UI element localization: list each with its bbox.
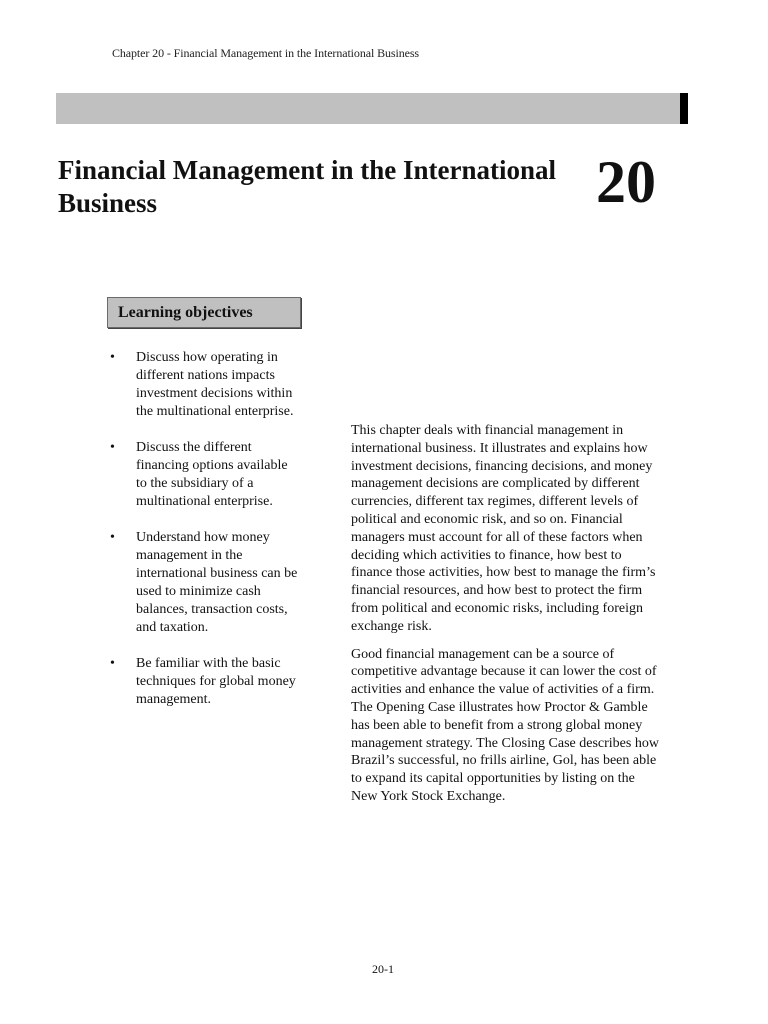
chapter-banner [56,93,680,124]
objective-text: Be familiar with the basic techniques for global money management. [136,656,296,707]
learning-objectives-list [110,349,300,727]
bullet-icon: • [110,656,115,671]
intro-paragraph: This chapter deals with financial management in international business. It illustrates and explains how investment decisions, financing decisions, and money management decisions are complicated by different currencies, different tax regimes, different levels of political and economic risk, and so on. Financial managers must account for all of these factors when deciding which activities to finance, how best to finance those activities, how best to manage the firm’s financial resources, and how best to protect the firm from political and economic risks, including foreign exchange risk. [351,423,656,634]
learning-objectives-box [107,297,301,328]
list-item [110,655,300,709]
list-item [110,349,300,421]
chapter-banner-tab [680,93,688,124]
chapter-title: Financial Management in the International Business [58,155,556,218]
objective-text: Discuss the different financing options available to the subsidiary of a multinational enterprise. [136,440,288,509]
objective-text: Discuss how operating in different nations impacts investment decisions within the multinational enterprise. [136,350,294,419]
bullet-icon: • [110,530,115,545]
chapter-number: 20 [596,149,656,215]
objective-text: Understand how money management in the international business can be used to minimize cash balances, transaction costs, and taxation. [136,530,298,635]
bullet-icon: • [110,350,115,365]
page-number: 20-1 [372,962,394,976]
running-header: Chapter 20 - Financial Management in the International Business [112,46,419,60]
learning-objectives-heading: Learning objectives [118,304,253,321]
intro-paragraph: Good financial management can be a source of competitive advantage because it can lower the cost of activities and enhance the value of activities of a firm. The Opening Case illustrates how Proctor & Gamble has been able to benefit from a strong global money management strategy. The Closing Case describes how Brazil’s successful, no frills airline, Gol, has been able to expand its capital opportunities by listing on the New York Stock Exchange. [351,646,659,804]
list-item [110,439,300,511]
chapter-introduction [351,422,661,816]
bullet-icon: • [110,440,115,455]
list-item [110,529,300,637]
